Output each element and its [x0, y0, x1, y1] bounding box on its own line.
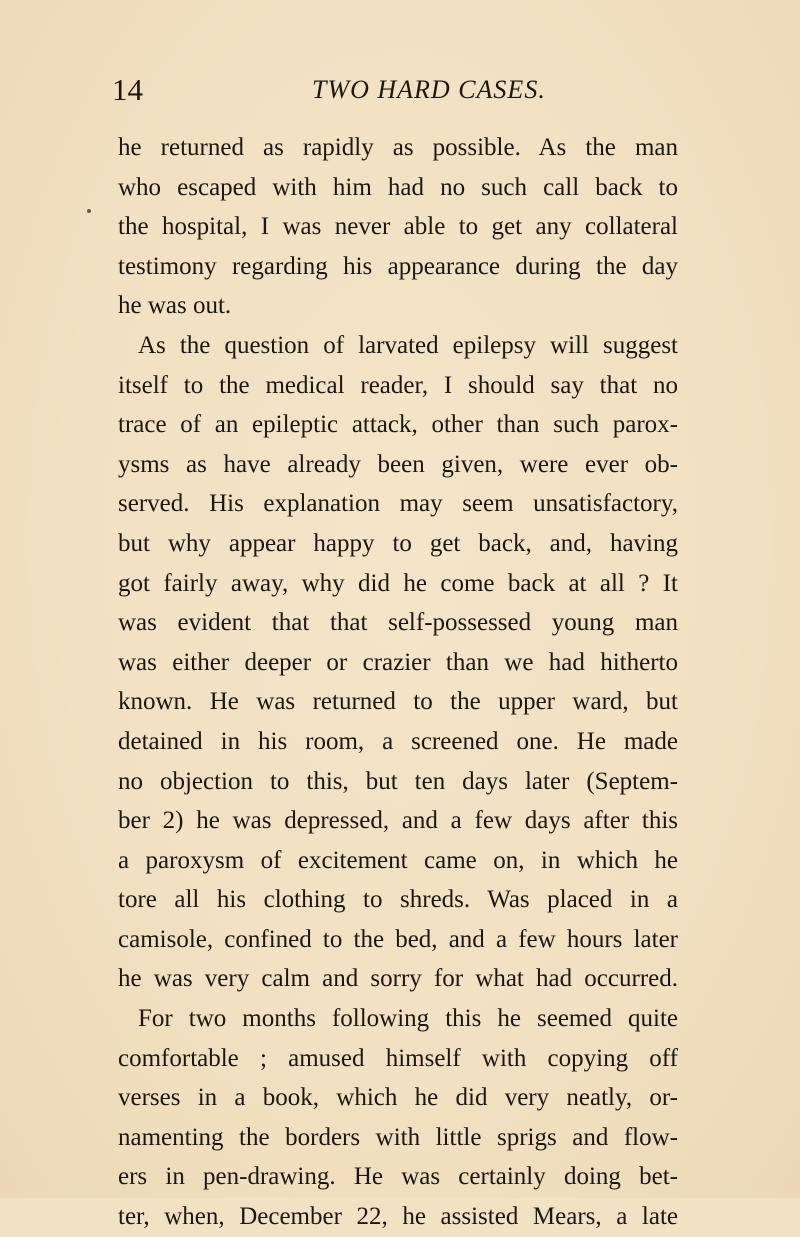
text-line: As the question of larvated epilepsy will suggest: [138, 331, 678, 359]
text-line: who escaped with him had no such call back to: [118, 173, 678, 201]
text-line: he was very calm and sorry for what had occurred.: [118, 965, 678, 993]
running-head: [112, 70, 712, 110]
text-line: a paroxysm of excitement came on, in which he: [118, 846, 678, 874]
text-line: ers in pen-drawing. He was certainly doing bet-: [118, 1163, 678, 1191]
text-line: but why appear happy to get back, and, having: [118, 529, 678, 557]
text-line: namenting the borders with little sprigs and flow-: [118, 1123, 678, 1151]
text-line: no objection to this, but ten days later (Septem-: [118, 767, 678, 795]
text-line: itself to the medical reader, I should say that no: [118, 371, 678, 399]
text-line: known. He was returned to the upper ward, but: [118, 688, 678, 716]
text-line: camisole, confined to the bed, and a few hours later: [118, 925, 678, 953]
text-line: tore all his clothing to shreds. Was placed in a: [118, 886, 678, 914]
text-line: comfortable ; amused himself with copying off: [118, 1044, 678, 1072]
page-number: 14: [112, 72, 143, 107]
text-line: testimony regarding his appearance during the day: [118, 252, 678, 280]
text-line: was either deeper or crazier than we had hitherto: [118, 648, 678, 676]
text-line: ysms as have already been given, were ever ob-: [118, 450, 678, 478]
text-line: verses in a book, which he did very neatly, or-: [118, 1084, 678, 1112]
text-line: ter, when, December 22, he assisted Mears, a late: [118, 1203, 678, 1231]
text-line: served. His explanation may seem unsatisfactory,: [118, 490, 678, 518]
text-line: was evident that that self-possessed young man: [118, 609, 678, 637]
text-line: got fairly away, why did he come back at all ? It: [118, 569, 678, 597]
text-line: ber 2) he was depressed, and a few days after this: [118, 807, 678, 835]
running-title: TWO HARD CASES.: [312, 75, 546, 104]
text-line: detained in his room, a screened one. He made: [118, 727, 678, 755]
body-text: [118, 128, 678, 1237]
text-line: he returned as rapidly as possible. As the man: [118, 134, 678, 161]
text-line: the hospital, I was never able to get any collateral: [118, 213, 678, 241]
text-line: he was out.: [118, 292, 232, 320]
ink-speck: [87, 209, 91, 213]
text-line: trace of an epileptic attack, other than such parox-: [118, 411, 678, 439]
text-line: For two months following this he seemed quite: [138, 1005, 678, 1033]
